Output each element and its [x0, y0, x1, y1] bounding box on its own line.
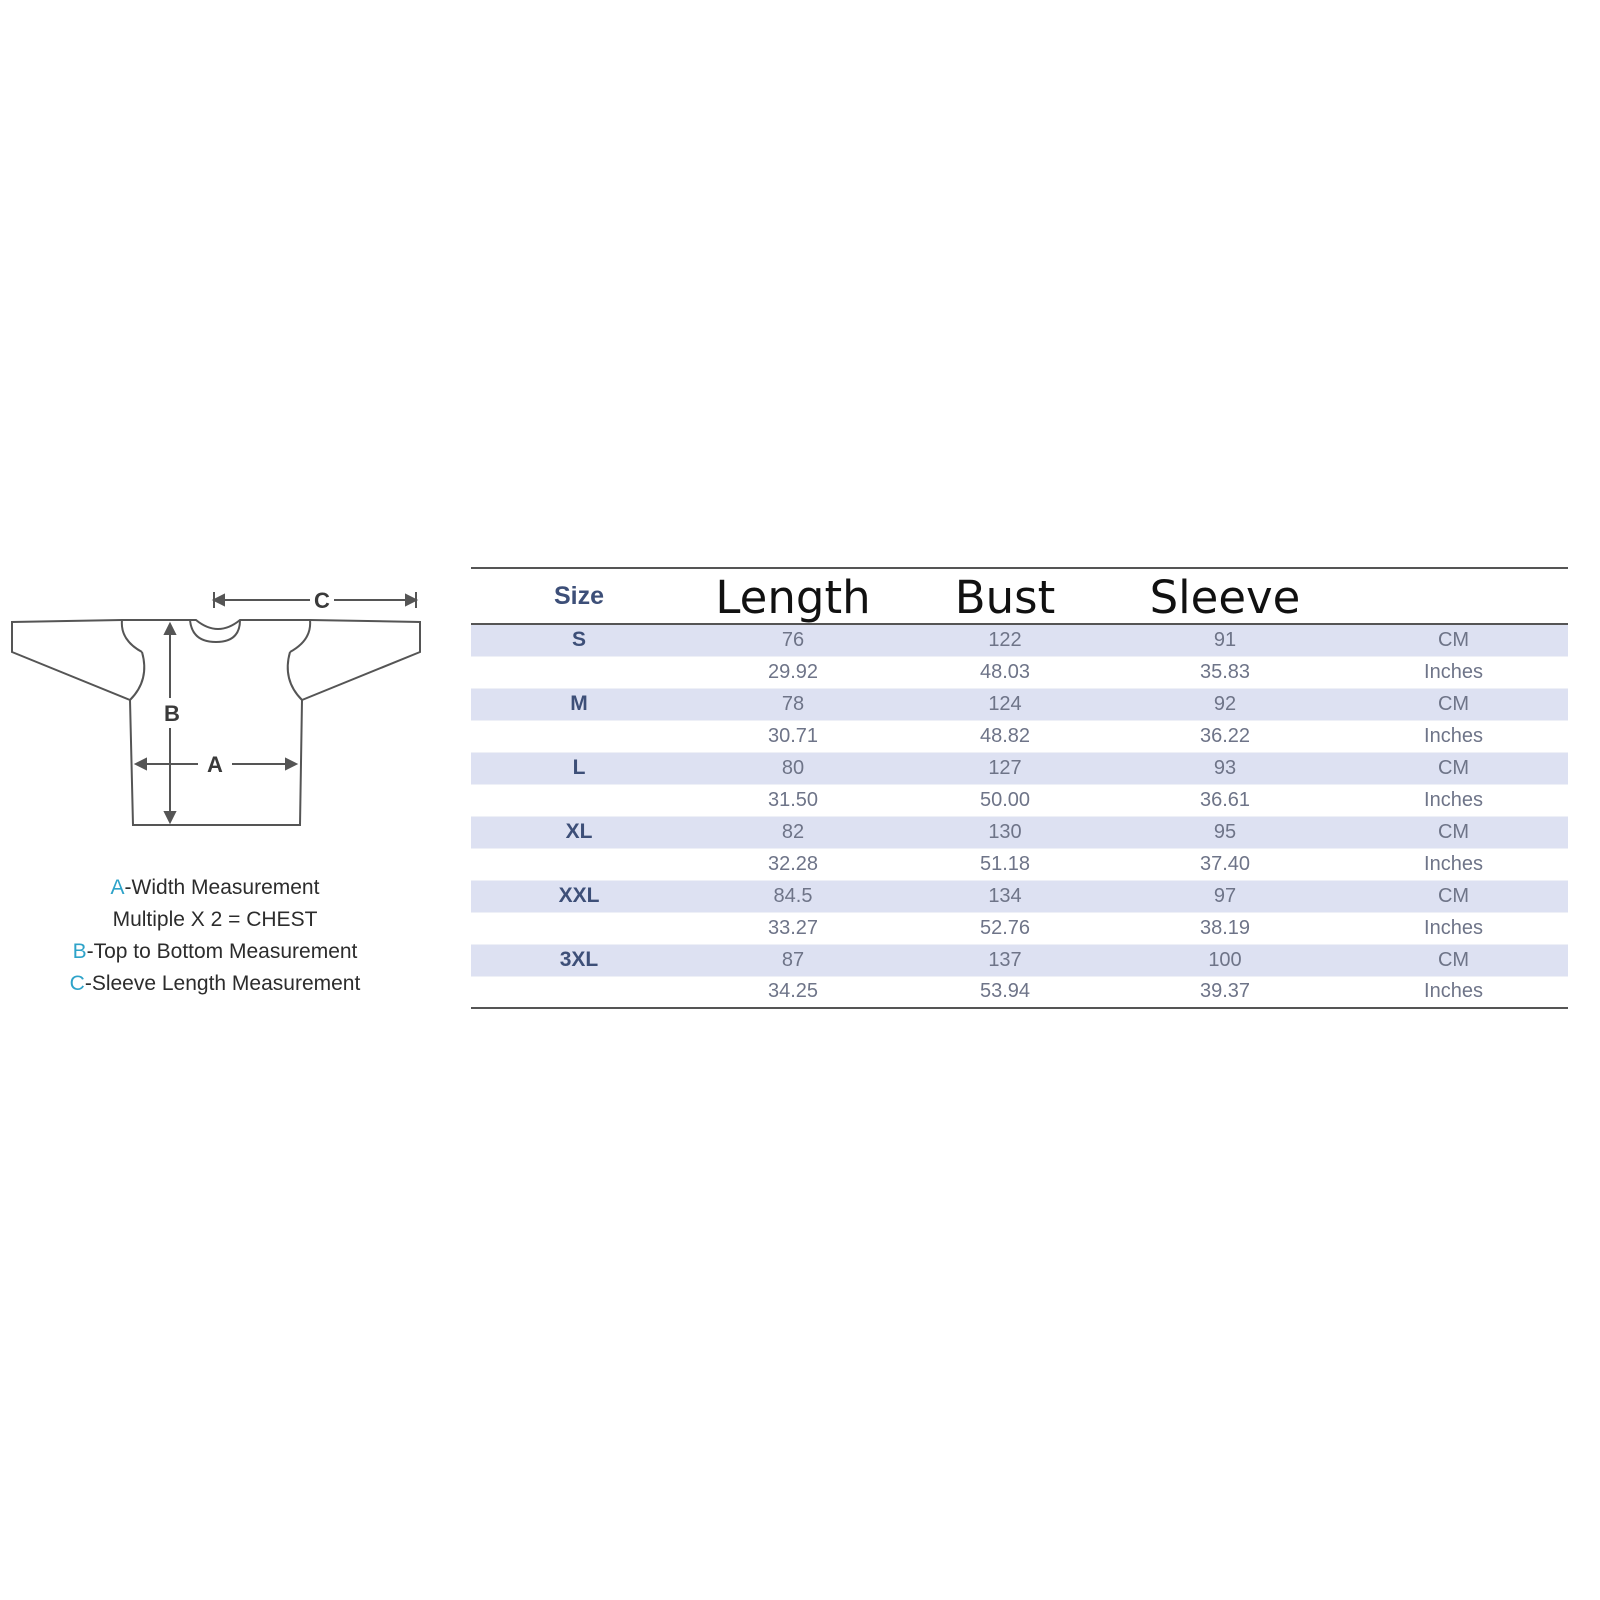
cell-bust: 127 — [899, 752, 1111, 784]
cell-bust: 134 — [899, 880, 1111, 912]
header-bust: Bust — [899, 568, 1111, 624]
jersey-outline — [12, 620, 420, 825]
cell-size: XL — [471, 816, 687, 848]
cell-unit: CM — [1339, 752, 1568, 784]
legend-text-chest: Multiple X 2 = CHEST — [112, 908, 318, 931]
cell-unit: Inches — [1339, 912, 1568, 944]
dimension-label-a: A — [207, 752, 223, 777]
size-chart-table — [471, 567, 1568, 1009]
cell-unit: Inches — [1339, 720, 1568, 752]
table-row — [471, 720, 1568, 752]
table-row — [471, 848, 1568, 880]
cell-unit: CM — [1339, 688, 1568, 720]
cell-sleeve: 91 — [1111, 624, 1339, 656]
cell-unit: CM — [1339, 880, 1568, 912]
cell-length: 34.25 — [687, 976, 899, 1008]
cell-length: 31.50 — [687, 784, 899, 816]
table-row — [471, 816, 1568, 848]
cell-sleeve: 100 — [1111, 944, 1339, 976]
cell-size — [471, 784, 687, 816]
cell-unit: Inches — [1339, 656, 1568, 688]
cell-size — [471, 976, 687, 1008]
cell-size: S — [471, 624, 687, 656]
table-row — [471, 752, 1568, 784]
cell-length: 78 — [687, 688, 899, 720]
cell-bust: 50.00 — [899, 784, 1111, 816]
legend-text-top-bottom: -Top to Bottom Measurement — [86, 940, 358, 963]
cell-sleeve: 37.40 — [1111, 848, 1339, 880]
cell-length: 33.27 — [687, 912, 899, 944]
dimension-label-b: B — [164, 701, 180, 726]
legend-key-a: A — [110, 876, 125, 899]
legend-line-width — [30, 872, 400, 904]
header-unit — [1339, 568, 1568, 624]
cell-bust: 122 — [899, 624, 1111, 656]
cell-unit: CM — [1339, 624, 1568, 656]
table-row — [471, 944, 1568, 976]
size-table-body — [471, 624, 1568, 1008]
legend-line-chest — [30, 904, 400, 936]
table-row — [471, 880, 1568, 912]
cell-length: 84.5 — [687, 880, 899, 912]
cell-sleeve: 35.83 — [1111, 656, 1339, 688]
cell-length: 76 — [687, 624, 899, 656]
cell-bust: 51.18 — [899, 848, 1111, 880]
table-row — [471, 688, 1568, 720]
cell-length: 82 — [687, 816, 899, 848]
cell-sleeve: 93 — [1111, 752, 1339, 784]
table-row — [471, 784, 1568, 816]
cell-unit: Inches — [1339, 976, 1568, 1008]
table-header-row — [471, 568, 1568, 624]
cell-length: 30.71 — [687, 720, 899, 752]
cell-unit: Inches — [1339, 784, 1568, 816]
cell-bust: 48.03 — [899, 656, 1111, 688]
cell-size — [471, 656, 687, 688]
legend-line-sleeve — [30, 968, 400, 1000]
cell-bust: 52.76 — [899, 912, 1111, 944]
cell-size: M — [471, 688, 687, 720]
table-row — [471, 624, 1568, 656]
legend-text-sleeve: -Sleeve Length Measurement — [84, 972, 361, 995]
cell-unit: CM — [1339, 944, 1568, 976]
cell-size: 3XL — [471, 944, 687, 976]
cell-bust: 137 — [899, 944, 1111, 976]
table-row — [471, 912, 1568, 944]
cell-sleeve: 38.19 — [1111, 912, 1339, 944]
cell-size: XXL — [471, 880, 687, 912]
cell-length: 87 — [687, 944, 899, 976]
cell-unit: CM — [1339, 816, 1568, 848]
cell-size: L — [471, 752, 687, 784]
cell-length: 32.28 — [687, 848, 899, 880]
cell-size — [471, 912, 687, 944]
cell-sleeve: 92 — [1111, 688, 1339, 720]
cell-unit: Inches — [1339, 848, 1568, 880]
cell-sleeve: 36.61 — [1111, 784, 1339, 816]
cell-sleeve: 36.22 — [1111, 720, 1339, 752]
cell-size — [471, 720, 687, 752]
cell-sleeve: 97 — [1111, 880, 1339, 912]
jersey-measurement-diagram — [0, 580, 440, 840]
cell-bust: 124 — [899, 688, 1111, 720]
legend-text-width: -Width Measurement — [124, 876, 320, 899]
cell-sleeve: 39.37 — [1111, 976, 1339, 1008]
header-size: Size — [471, 568, 687, 624]
cell-bust: 48.82 — [899, 720, 1111, 752]
legend-key-c: C — [69, 972, 85, 995]
cell-size — [471, 848, 687, 880]
table-row — [471, 656, 1568, 688]
cell-length: 80 — [687, 752, 899, 784]
dimension-label-c: C — [314, 588, 330, 613]
cell-sleeve: 95 — [1111, 816, 1339, 848]
header-length: Length — [687, 568, 899, 624]
header-sleeve: Sleeve — [1111, 568, 1339, 624]
legend-key-b: B — [72, 940, 87, 963]
legend-line-top-bottom — [30, 936, 400, 968]
measurement-legend — [30, 872, 400, 1000]
cell-bust: 130 — [899, 816, 1111, 848]
cell-length: 29.92 — [687, 656, 899, 688]
cell-bust: 53.94 — [899, 976, 1111, 1008]
table-row — [471, 976, 1568, 1008]
